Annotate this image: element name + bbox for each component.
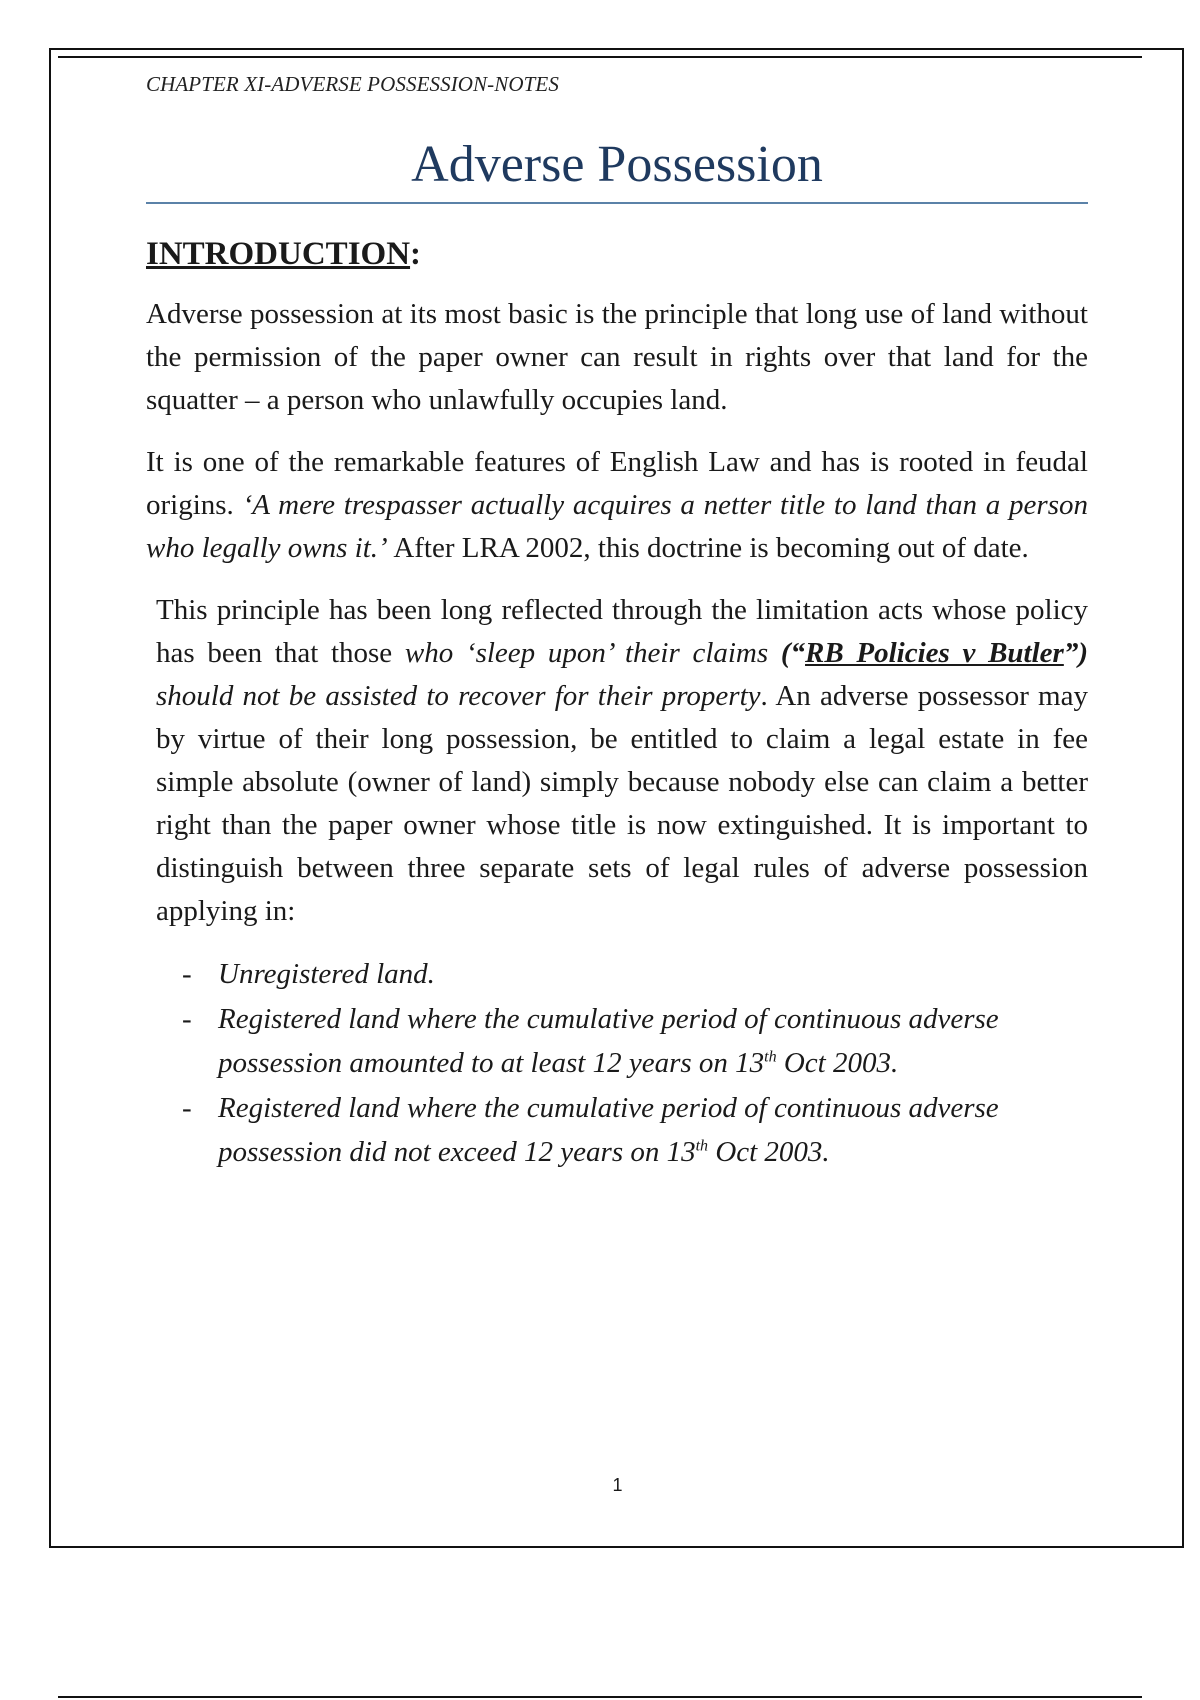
paragraph-1: Adverse possession at its most basic is the principle that long use of land without the permission of the paper owner can result in rights over that land for the squatter – a person who unlawfully occupies land. (146, 298, 1088, 416)
paragraph-2-end: After LRA 2002, this doctrine is becoming out of date. (387, 532, 1029, 564)
paragraph-3-close-paren: ”) (1063, 637, 1088, 669)
ordinal-suffix: th (764, 1048, 777, 1066)
section-heading-colon: : (410, 236, 422, 272)
list-item-tail: Oct 2003. (708, 1136, 830, 1168)
section-heading-text: INTRODUCTION (146, 236, 411, 272)
list-item-text: Unregistered land. (218, 958, 435, 990)
paragraph-3-italic-2: should not be assisted to recover for their property (156, 680, 761, 712)
bullet-list (146, 952, 1088, 1174)
page-number: 1 (612, 1475, 623, 1495)
bottom-rule (58, 1696, 1142, 1698)
document-title: Adverse Possession (146, 135, 1088, 204)
paragraph-3 (146, 589, 1088, 933)
ordinal-suffix: th (695, 1137, 709, 1155)
page-content (146, 72, 1088, 1175)
bullet-dash: - (182, 958, 192, 990)
paragraph-2-start: It is one of the remarkable features of English Law and has is rooted in feudal origins. (146, 446, 1088, 521)
list-item-tail: Oct 2003. (776, 1047, 899, 1079)
case-citation: RB Policies v Butler (805, 637, 1064, 669)
list-item (146, 1086, 1088, 1174)
list-item-text: Registered land where the cumulative period of continuous adverse possession did not exceed 12 years on 13 (218, 1092, 999, 1168)
running-header: CHAPTER XI-ADVERSE POSSESSION-NOTES (146, 72, 559, 96)
paragraph-3-open-paren: (“ (780, 637, 806, 669)
list-item-text: Registered land where the cumulative period of continuous adverse possession amounted to at least 12 years on 13 (218, 1003, 999, 1079)
paragraph-3-end: . An adverse possessor may by virtue of their long possession, be entitled to claim a legal estate in fee simple absolute (owner of land) simply because nobody else can claim a better right than the paper owner whose title is now extinguished. It is important to distinguish between three separate sets of legal rules of adverse possession applying in: (156, 680, 1088, 927)
bullet-dash: - (182, 1003, 192, 1035)
paragraph-2 (146, 441, 1088, 570)
paragraph-3-italic-1: who ‘sleep upon’ their claims (404, 637, 781, 669)
paragraph-3-start: This principle has been long reflected through the limitation acts whose policy has been that those (156, 594, 1088, 669)
paragraph-2-quote: ‘A mere trespasser actually acquires a netter title to land than a person who legally owns it.’ (146, 489, 1088, 564)
bullet-dash: - (182, 1092, 192, 1124)
list-item (146, 997, 1088, 1085)
section-heading-introduction (146, 236, 1088, 273)
list-item (146, 952, 1088, 996)
